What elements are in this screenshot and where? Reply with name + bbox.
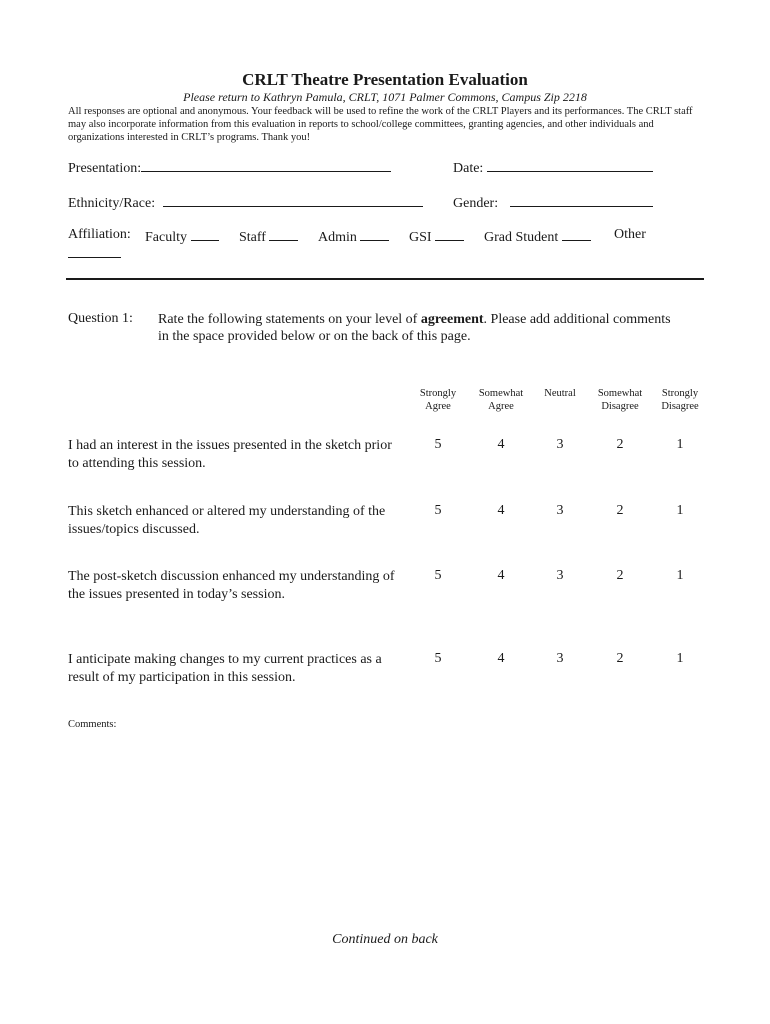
gender-blank[interactable] [510,193,653,207]
affiliation-option-admin[interactable]: Admin [318,227,389,246]
question-1-label: Question 1: [68,311,133,326]
affiliation-option-other[interactable]: Other [614,227,646,242]
rating-option-1[interactable]: 1 [676,651,684,666]
rating-option-2[interactable]: 2 [616,568,624,583]
rating-option-2[interactable]: 2 [616,437,624,452]
gender-field[interactable] [453,193,653,212]
presentation-field[interactable] [68,158,391,177]
rating-option-4[interactable]: 4 [497,651,505,666]
scale-header-somewhat-disagree: Somewhat Disagree [597,388,643,412]
intro-paragraph: All responses are optional and anonymous. Your feedback will be used to refine the work of the CRLT Players and its performances. The CRLT staff may also incorporate information from this evaluation in reports to school/college committees, granting agencies, and other individuals and organizations interested in CRLT’s programs. Thank you! [68,106,693,143]
statement-4: I anticipate making changes to my current practices as a result of my participation in this session. [68,652,382,685]
admin-blank[interactable] [360,227,389,241]
rating-option-4[interactable]: 4 [497,503,505,518]
affiliation-label: Affiliation: [68,227,131,242]
rating-option-5[interactable]: 5 [434,437,442,452]
rating-option-1[interactable]: 1 [676,503,684,518]
faculty-blank[interactable] [191,227,219,241]
statement-1: I had an interest in the issues presented in the sketch prior to attending this session. [68,438,392,471]
other-blank[interactable] [68,257,121,258]
rating-option-4[interactable]: 4 [497,568,505,583]
scale-header-somewhat-agree: Somewhat Agree [478,388,524,412]
rating-option-2[interactable]: 2 [616,503,624,518]
rating-option-2[interactable]: 2 [616,651,624,666]
scale-header-strongly-disagree: Strongly Disagree [661,388,699,412]
date-blank[interactable] [487,158,653,172]
form-title: CRLT Theatre Presentation Evaluation [242,70,528,89]
comments-label: Comments: [68,719,117,730]
presentation-label: Presentation: [68,161,142,176]
rating-option-5[interactable]: 5 [434,651,442,666]
presentation-blank[interactable] [141,158,391,172]
rating-option-4[interactable]: 4 [497,437,505,452]
date-field[interactable] [453,158,653,177]
rating-option-3[interactable]: 3 [556,568,564,583]
rating-option-3[interactable]: 3 [556,503,564,518]
rating-option-5[interactable]: 5 [434,503,442,518]
rating-option-1[interactable]: 1 [676,437,684,452]
date-label: Date: [453,161,484,176]
comments-area[interactable] [68,740,704,910]
scale-header-strongly-agree: Strongly Agree [419,388,457,412]
statement-2: This sketch enhanced or altered my understanding of the issues/topics discussed. [68,504,386,537]
staff-blank[interactable] [269,227,298,241]
scale-header-neutral: Neutral [544,388,576,399]
ethnicity-field[interactable] [68,193,423,212]
return-instructions: Please return to Kathryn Pamula, CRLT, 1071 Palmer Commons, Campus Zip 2218 [183,90,587,104]
question-1-text: Rate the following statements on your level of agreement. Please add additional comments in the space provided below or on the back of this page. [158,312,671,344]
ethnicity-label: Ethnicity/Race: [68,196,156,211]
affiliation-option-gsi[interactable]: GSI [409,227,464,246]
gsi-blank[interactable] [435,227,464,241]
continued-on-back: Continued on back [332,932,438,947]
affiliation-option-faculty[interactable]: Faculty [145,227,219,246]
statement-3: The post-sketch discussion enhanced my understanding of the issues presented in today’s session. [68,569,395,602]
rating-option-5[interactable]: 5 [434,568,442,583]
gender-label: Gender: [453,196,499,211]
rating-option-3[interactable]: 3 [556,651,564,666]
ethnicity-blank[interactable] [163,193,423,207]
section-divider [66,278,704,280]
rating-option-3[interactable]: 3 [556,437,564,452]
affiliation-option-grad-student[interactable]: Grad Student [484,227,591,246]
rating-option-1[interactable]: 1 [676,568,684,583]
grad-student-blank[interactable] [562,227,591,241]
affiliation-option-staff[interactable]: Staff [239,227,298,246]
agreement-emphasis: agreement [420,312,484,327]
